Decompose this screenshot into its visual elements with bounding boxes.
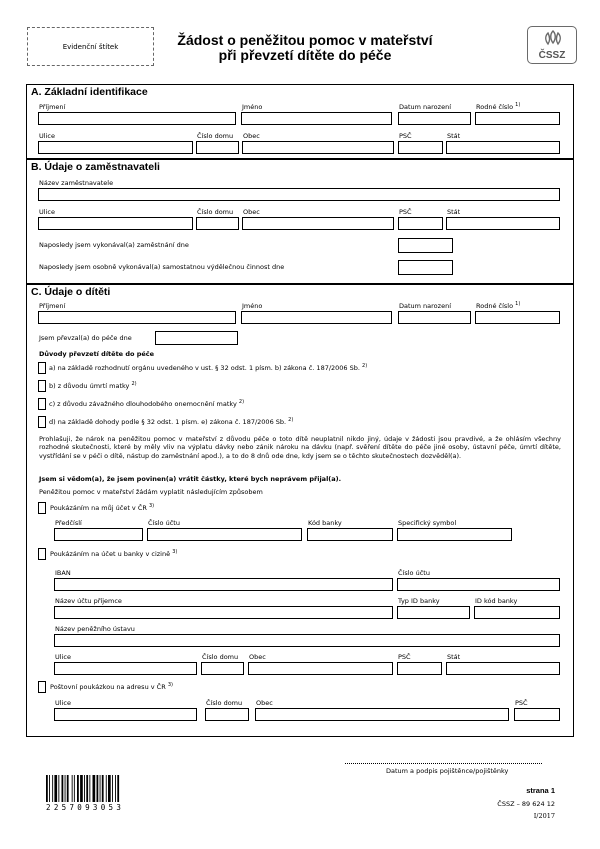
employer-town-field[interactable] <box>242 217 394 230</box>
section-a-title: A. Základní identifikace <box>31 86 148 98</box>
reason-b-label: b) z důvodu úmrtí matky $^{2)}$ <box>49 380 137 390</box>
bank-code-field[interactable] <box>307 528 393 541</box>
surname-label: Příjmení <box>39 103 66 111</box>
employer-name-label: Název zaměstnavatele <box>39 179 114 187</box>
post-town-field[interactable] <box>255 708 509 721</box>
employer-state-label: Stát <box>447 208 461 216</box>
last-employment-label: Naposledy jsem vykonával(a) zaměstnání dne <box>39 241 189 249</box>
foreign-account-label: Číslo účtu <box>398 569 430 577</box>
type-id-bank-label: Typ ID banky <box>398 597 440 605</box>
evidence-label-text: Evidenční štítek <box>62 42 119 51</box>
account-number-label: Číslo účtu <box>148 519 180 527</box>
bank-code-label: Kód banky <box>308 519 342 527</box>
dob-label: Datum narození <box>399 103 451 111</box>
employer-town-label: Obec <box>243 208 260 216</box>
section-c-title: C. Údaje o dítěti <box>31 286 111 298</box>
pay-post-label: Poštovní poukázkou na adresu v ČR $^{3)}$ <box>50 681 173 691</box>
last-self-employment-label: Naposledy jsem osobně vykonával(a) samostatnou výdělečnou činnost dne <box>39 263 285 271</box>
bank-town-label: Obec <box>249 653 266 661</box>
employer-psc-field[interactable] <box>398 217 443 230</box>
post-street-label: Ulice <box>55 699 71 707</box>
post-town-label: Obec <box>256 699 273 707</box>
pay-abroad-checkbox[interactable] <box>38 548 46 560</box>
foreign-account-field[interactable] <box>397 578 560 591</box>
payment-intro: Peněžitou pomoc v mateřství žádám vyplatit následujícím způsobem <box>39 488 263 496</box>
iban-field[interactable] <box>54 578 393 591</box>
child-dob-label: Datum narození <box>399 302 451 310</box>
prefix-label: Předčíslí <box>55 519 82 527</box>
id-bank-label: ID kód banky <box>475 597 518 605</box>
house-number-label: Číslo domu <box>197 132 234 140</box>
iban-label: IBAN <box>55 569 71 577</box>
specific-symbol-label: Specifický symbol <box>398 519 457 527</box>
reason-c-label: c) z důvodu závažného dlouhodobého onemocnění matky $^{2)}$ <box>49 398 245 408</box>
form-code: ČSSZ – 89 624 12 <box>497 800 555 808</box>
id-bank-field[interactable] <box>474 606 560 619</box>
psc-label: PSČ <box>399 132 412 140</box>
child-name-label: Jméno <box>242 302 263 310</box>
reason-a-label: a) na základě rozhodnutí orgánu uvedeného v ust. § 32 odst. 1 písm. b) zákona č. 187/2006 Sb. $^{2)}$ <box>49 362 368 372</box>
taken-over-label: Jsem převzal(a) do péče dne <box>39 334 132 342</box>
child-birth-number-field[interactable] <box>475 311 560 324</box>
reason-d-checkbox[interactable] <box>38 416 46 428</box>
post-house-number-label: Číslo domu <box>206 699 243 707</box>
post-house-number-field[interactable] <box>205 708 249 721</box>
cssz-logo-icon <box>541 30 565 46</box>
aware-statement: Jsem si vědom(a), že jsem povinen(a) vrátit částky, které bych neprávem přijal(a). <box>39 475 342 483</box>
reason-d-label: d) na základě dohody podle § 32 odst. 1 písm. e) zákona č. 187/2006 Sb. $^{2)}$ <box>49 416 294 426</box>
street-field[interactable] <box>38 141 193 154</box>
bank-psc-label: PSČ <box>398 653 411 661</box>
child-surname-label: Příjmení <box>39 302 66 310</box>
psc-field[interactable] <box>398 141 443 154</box>
employer-state-field[interactable] <box>446 217 560 230</box>
signature-label: Datum a podpis pojištěnce/pojištěnky <box>386 767 509 775</box>
pay-post-checkbox[interactable] <box>38 681 46 693</box>
prefix-field[interactable] <box>54 528 143 541</box>
reason-a-checkbox[interactable] <box>38 362 46 374</box>
bank-street-field[interactable] <box>54 662 197 675</box>
state-field[interactable] <box>446 141 560 154</box>
cssz-logo <box>527 26 577 64</box>
town-label: Obec <box>243 132 260 140</box>
bank-street-label: Ulice <box>55 653 71 661</box>
bank-town-field[interactable] <box>248 662 393 675</box>
employer-house-number-label: Číslo domu <box>197 208 234 216</box>
account-number-field[interactable] <box>147 528 302 541</box>
form-version: I/2017 <box>533 812 555 820</box>
post-street-field[interactable] <box>54 708 197 721</box>
employer-street-field[interactable] <box>38 217 193 230</box>
post-psc-field[interactable] <box>514 708 560 721</box>
employer-name-field[interactable] <box>38 188 560 201</box>
form-title-line2: při převzetí dítěte do péče <box>218 47 392 63</box>
name-label: Jméno <box>242 103 263 111</box>
barcode-number: 2257093053 <box>46 803 125 812</box>
child-surname-field[interactable] <box>38 311 236 324</box>
last-employment-date-field[interactable] <box>398 238 453 253</box>
type-id-bank-field[interactable] <box>397 606 470 619</box>
section-child <box>26 284 574 737</box>
reasons-title: Důvody převzetí dítěte do péče <box>39 350 155 358</box>
cssz-logo-text: ČSSZ <box>538 50 566 61</box>
section-basic-identification <box>26 84 574 159</box>
bank-name-label: Název peněžního ústavu <box>55 625 135 633</box>
state-label: Stát <box>447 132 461 140</box>
pay-abroad-label: Poukázáním na účet u banky v cizině $^{3)}$ <box>50 548 178 558</box>
name-field[interactable] <box>241 112 392 125</box>
child-name-field[interactable] <box>241 311 392 324</box>
bank-state-label: Stát <box>447 653 461 661</box>
evidence-label-box <box>27 27 154 66</box>
form-title-line1: Žádost o peněžitou pomoc v mateřství <box>177 32 433 48</box>
street-label: Ulice <box>39 132 55 140</box>
bank-state-field[interactable] <box>446 662 560 675</box>
barcode <box>46 775 130 802</box>
child-dob-field[interactable] <box>398 311 471 324</box>
recipient-label: Název účtu příjemce <box>55 597 122 605</box>
dob-field[interactable] <box>398 112 471 125</box>
employer-psc-label: PSČ <box>399 208 412 216</box>
employer-street-label: Ulice <box>39 208 55 216</box>
bank-name-field[interactable] <box>54 634 560 647</box>
pay-cr-label: Poukázáním na můj účet v ČR $^{3)}$ <box>50 502 155 512</box>
town-field[interactable] <box>242 141 394 154</box>
employer-house-number-field[interactable] <box>196 217 239 230</box>
bank-psc-field[interactable] <box>397 662 442 675</box>
bank-house-number-field[interactable] <box>201 662 244 675</box>
form-title <box>165 33 445 63</box>
birth-number-field[interactable] <box>475 112 560 125</box>
post-psc-label: PSČ <box>515 699 528 707</box>
declaration-text: Prohlašuji, že nárok na peněžitou pomoc v mateřství z důvodu péče o toto dítě neuplatnil nikdo jiný, údaje v žádosti jsou pravdivé, a že ohlásím všechny rozhodné skutečnosti, které by měly vliv na výplatu dávky nebo zánik nároku na dávku (např. svěření dítěte do péče jiné osoby, ústavní péče, úmrtí dítěte, vystřídání se v péči o dítě, nástup do zaměstnání apod.), a to do 8 dnů ode dne, kdy jsem se o těchto skutečnostech dozvěděl(a). <box>39 435 561 460</box>
reason-c-checkbox[interactable] <box>38 398 46 410</box>
surname-field[interactable] <box>38 112 236 125</box>
bank-house-number-label: Číslo domu <box>202 653 239 661</box>
taken-over-date-field[interactable] <box>155 331 238 345</box>
birth-number-label: Rodné číslo $^{1)}$ <box>476 101 521 111</box>
specific-symbol-field[interactable] <box>397 528 512 541</box>
signature-line <box>345 763 542 764</box>
section-b-title: B. Údaje o zaměstnavateli <box>31 161 160 173</box>
pay-cr-checkbox[interactable] <box>38 502 46 514</box>
section-employer <box>26 159 574 284</box>
house-number-field[interactable] <box>196 141 239 154</box>
reason-b-checkbox[interactable] <box>38 380 46 392</box>
last-self-employment-date-field[interactable] <box>398 260 453 275</box>
recipient-field[interactable] <box>54 606 393 619</box>
child-birth-number-label: Rodné číslo $^{1)}$ <box>476 300 521 310</box>
page-number: strana 1 <box>526 786 555 795</box>
